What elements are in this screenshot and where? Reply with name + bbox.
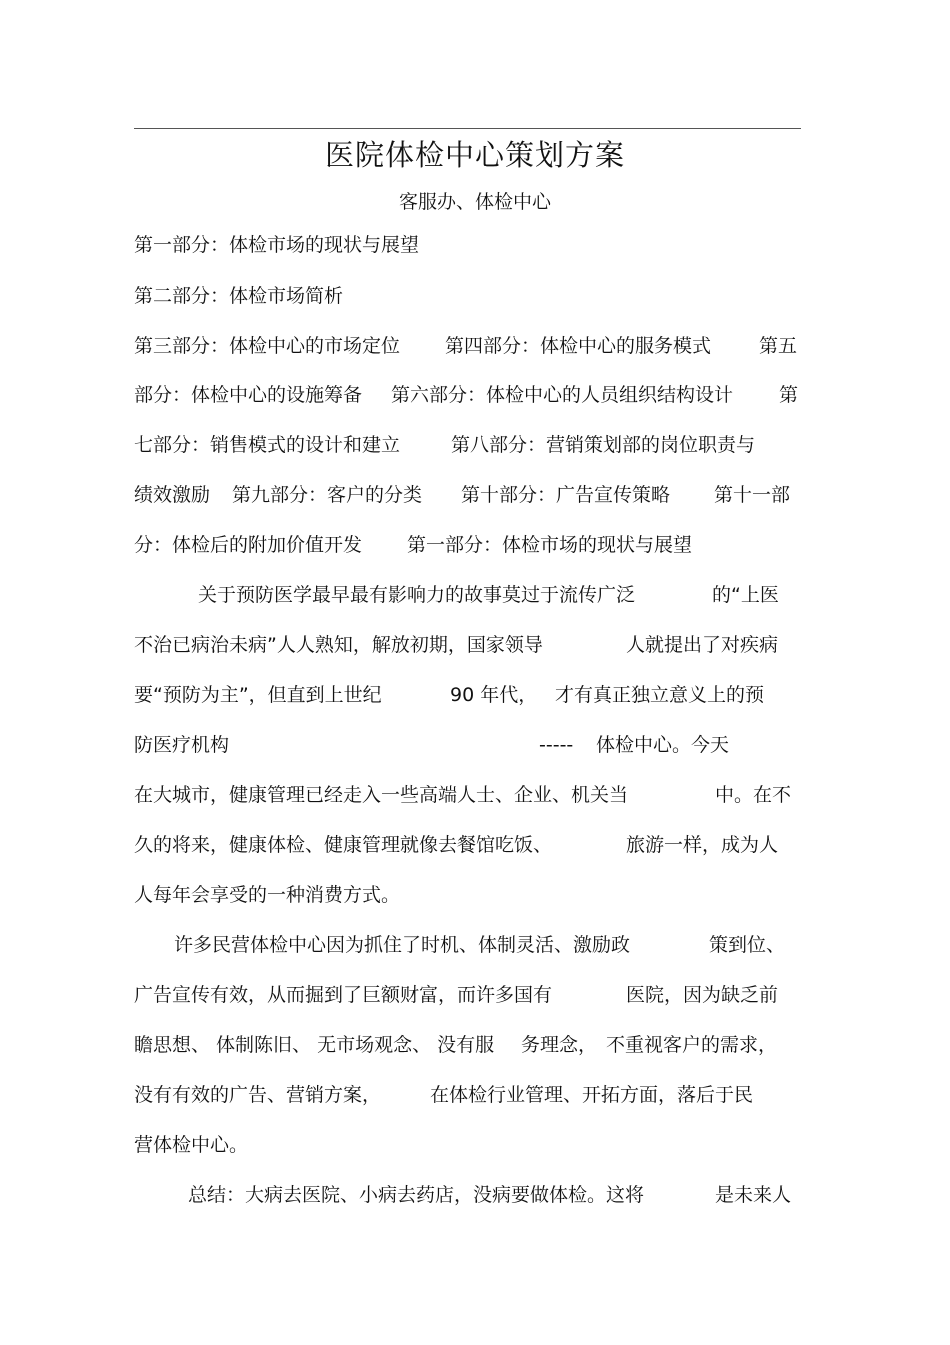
- text-segment: 人每年会享受的一种消费方式。: [134, 884, 401, 906]
- document-subtitle: 客服办、体检中心: [398, 191, 551, 213]
- text-segment: 人就提出了对疾病: [626, 634, 779, 656]
- text-segment: 不治已病治未病”人人熟知，解放初期，国家领导: [134, 634, 543, 656]
- text-segment: 第一部分：体检市场的现状与展望: [134, 234, 420, 256]
- text-segment: 的“上医: [712, 584, 779, 606]
- text-segment: 在体检行业管理、开拓方面，落后于民: [430, 1084, 754, 1106]
- text-line: [134, 230, 804, 260]
- text-line: [134, 980, 804, 1010]
- text-segment: 第二部分：体检市场简析: [134, 285, 344, 307]
- text-segment: 第一部分：体检市场的现状与展望: [407, 534, 693, 556]
- text-segment: 七部分：销售模式的设计和建立: [134, 434, 401, 456]
- text-line: [134, 830, 804, 860]
- text-segment: 才有真正独立意义上的预: [555, 684, 765, 706]
- text-segment: 不重视客户的需求，: [606, 1034, 778, 1056]
- text-segment: 医院，因为缺乏前: [626, 984, 779, 1006]
- text-line: [134, 930, 804, 960]
- text-segment: 关于预防医学最早最有影响力的故事莫过于流传广泛: [198, 584, 636, 606]
- text-line: [134, 580, 804, 610]
- text-segment: 绩效激励: [134, 484, 211, 506]
- document-title: 医院体检中心策划方案: [324, 138, 625, 172]
- text-line: [134, 680, 804, 710]
- text-segment: 分：体检后的附加价值开发: [134, 534, 363, 556]
- text-segment: 久的将来，健康体检、健康管理就像去餐馆吃饭、: [134, 834, 553, 856]
- text-segment: 第三部分：体检中心的市场定位: [134, 335, 401, 357]
- text-segment: 第八部分：营销策划部的岗位职责与: [451, 434, 756, 456]
- text-line: [134, 630, 804, 660]
- text-segment: -----: [539, 734, 574, 756]
- text-segment: 第: [779, 384, 799, 406]
- text-segment: 第九部分：客户的分类: [232, 484, 423, 506]
- header-rule: [134, 128, 801, 129]
- text-segment: 第十一部: [714, 484, 791, 506]
- text-segment: 广告宣传有效，从而掘到了巨额财富，而许多国有: [134, 984, 553, 1006]
- text-segment: 中。在不: [715, 784, 792, 806]
- text-line: [134, 880, 804, 910]
- text-line: [134, 1130, 804, 1160]
- text-line: [134, 530, 804, 560]
- text-segment: 总结：大病去医院、小病去药店，没病要做体检。这将: [188, 1184, 645, 1206]
- text-line: [134, 331, 804, 361]
- text-segment: 90 年代，: [450, 684, 538, 706]
- text-line: [134, 430, 804, 460]
- text-segment: 旅游一样，成为人: [626, 834, 779, 856]
- text-line: [134, 1030, 804, 1060]
- text-line: [134, 730, 804, 760]
- text-line: [134, 281, 804, 311]
- text-segment: 瞻思想、 体制陈旧、 无市场观念、 没有服: [134, 1034, 495, 1056]
- text-segment: 在大城市，健康管理已经走入一些高端人士、企业、机关当: [134, 784, 629, 806]
- text-segment: 防医疗机构: [134, 734, 230, 756]
- text-segment: 要“预防为主”，但直到上世纪: [134, 684, 382, 706]
- text-segment: 没有有效的广告、营销方案，: [134, 1084, 382, 1106]
- text-segment: 部分：体检中心的设施筹备: [134, 384, 363, 406]
- text-line: [134, 1080, 804, 1110]
- text-segment: 策到位、: [709, 934, 786, 956]
- text-segment: 第十部分：广告宣传策略: [461, 484, 671, 506]
- text-line: [134, 380, 804, 410]
- text-segment: 体检中心。今天: [596, 734, 730, 756]
- text-segment: 是未来人: [715, 1184, 792, 1206]
- text-line: [134, 1180, 804, 1210]
- text-segment: 务理念，: [521, 1034, 598, 1056]
- text-segment: 许多民营体检中心因为抓住了时机、体制灵活、激励政: [174, 934, 631, 956]
- text-line: [134, 480, 804, 510]
- text-segment: 第四部分：体检中心的服务模式: [445, 335, 712, 357]
- text-line: [134, 780, 804, 810]
- text-segment: 第六部分：体检中心的人员组织结构设计: [391, 384, 734, 406]
- text-segment: 第五: [759, 335, 798, 357]
- text-segment: 营体检中心。: [134, 1134, 249, 1156]
